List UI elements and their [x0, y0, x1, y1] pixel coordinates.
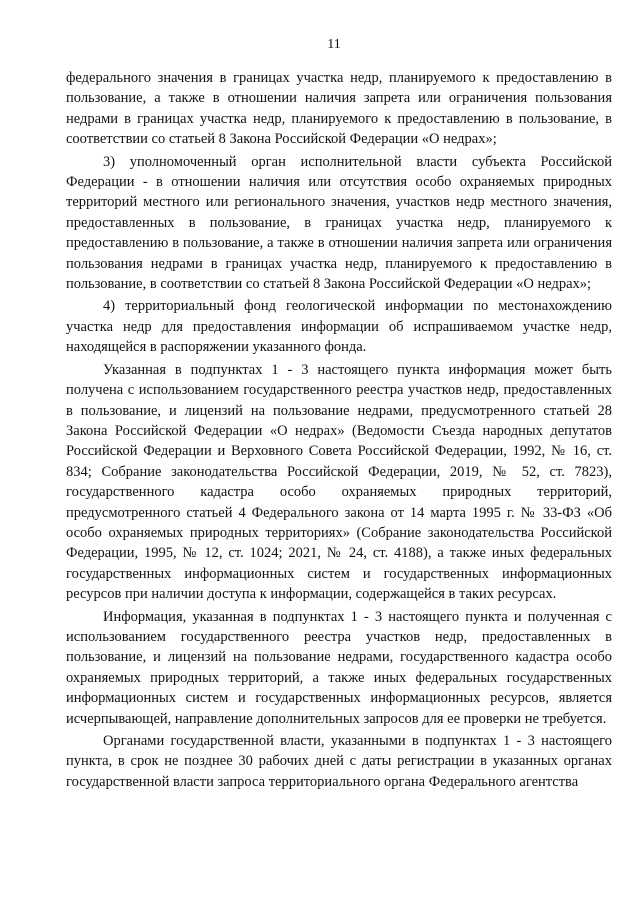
paragraph-item-3: 3) уполномоченный орган исполнительной власти субъекта Российской Федерации - в отношении наличия или отсутствия особо охраняемых природных территорий местного или регионального значения, участков недр местного значения, предоставленных в пользование, в границах участка недр, планируемого к предоставлению в пользование, а также в отношении наличия запрета или ограничения пользования недрами в границах участка недр, планируемого к предоставлению в пользование, в соответствии со статьей 8 Закона Российской Федерации «О недрах»;	[66, 153, 612, 293]
paragraph-sources: Указанная в подпунктах 1 - 3 настоящего пункта информация может быть получена с использованием государственного реестра участков недр, предоставленных в пользование, и лицензий на пользование недрами, предусмотренного статьей 28 Закона Российской Федерации «О недрах» (Ведомости Съезда народных депутатов Российской Федерации и Верховного Совета Российской Федерации, 1992, № 16, ст. 834; Собрание законодательства Российской Федерации, 2019, № 52, ст. 7823), государственного кадастра особо охраняемых природных территорий, предусмотренного статьей 4 Федерального закона от 14 марта 1995 г. № 33-ФЗ «Об особо охраняемых природных территориях» (Собрание законодательства Российской Федерации, 1995, № 12, ст. 1024; 2021, № 24, ст. 4188), а также иных федеральных государственных информационных систем и государственных информационных ресурсов при наличии доступа к информации, содержащейся в таких ресурсах.	[66, 361, 612, 603]
paragraph-exhaustive-info: Информация, указанная в подпунктах 1 - 3 настоящего пункта и полученная с использованием государственного реестра участков недр, предоставленных в пользование, и лицензий на пользование недрами, государственного кадастра особо охраняемых природных территорий, а также иных федеральных государственных информационных систем и государственных информационных ресурсов, является исчерпывающей, направление дополнительных запросов для ее проверки не требуется.	[66, 608, 612, 727]
paragraph-item-4: 4) территориальный фонд геологической информации по местонахождению участка недр для предоставления информации об испрашиваемом участке недр, находящейся в распоряжении указанного фонда.	[66, 298, 612, 356]
page-number: 11	[327, 37, 341, 52]
paragraph-continuation: федерального значения в границах участка недр, планируемого к предоставлению в пользование, а также в отношении наличия запрета или ограничения пользования недрами в границах участка недр, планируемого к предоставлению в пользование, в соответствии со статьей 8 Закона Российской Федерации «О недрах»;	[66, 70, 612, 148]
paragraph-authorities-deadline: Органами государственной власти, указанными в подпунктах 1 - 3 настоящего пункта, в срок не позднее 30 рабочих дней с даты регистрации в указанных органах государственной власти запроса территориального органа Федерального агентства	[66, 733, 612, 790]
